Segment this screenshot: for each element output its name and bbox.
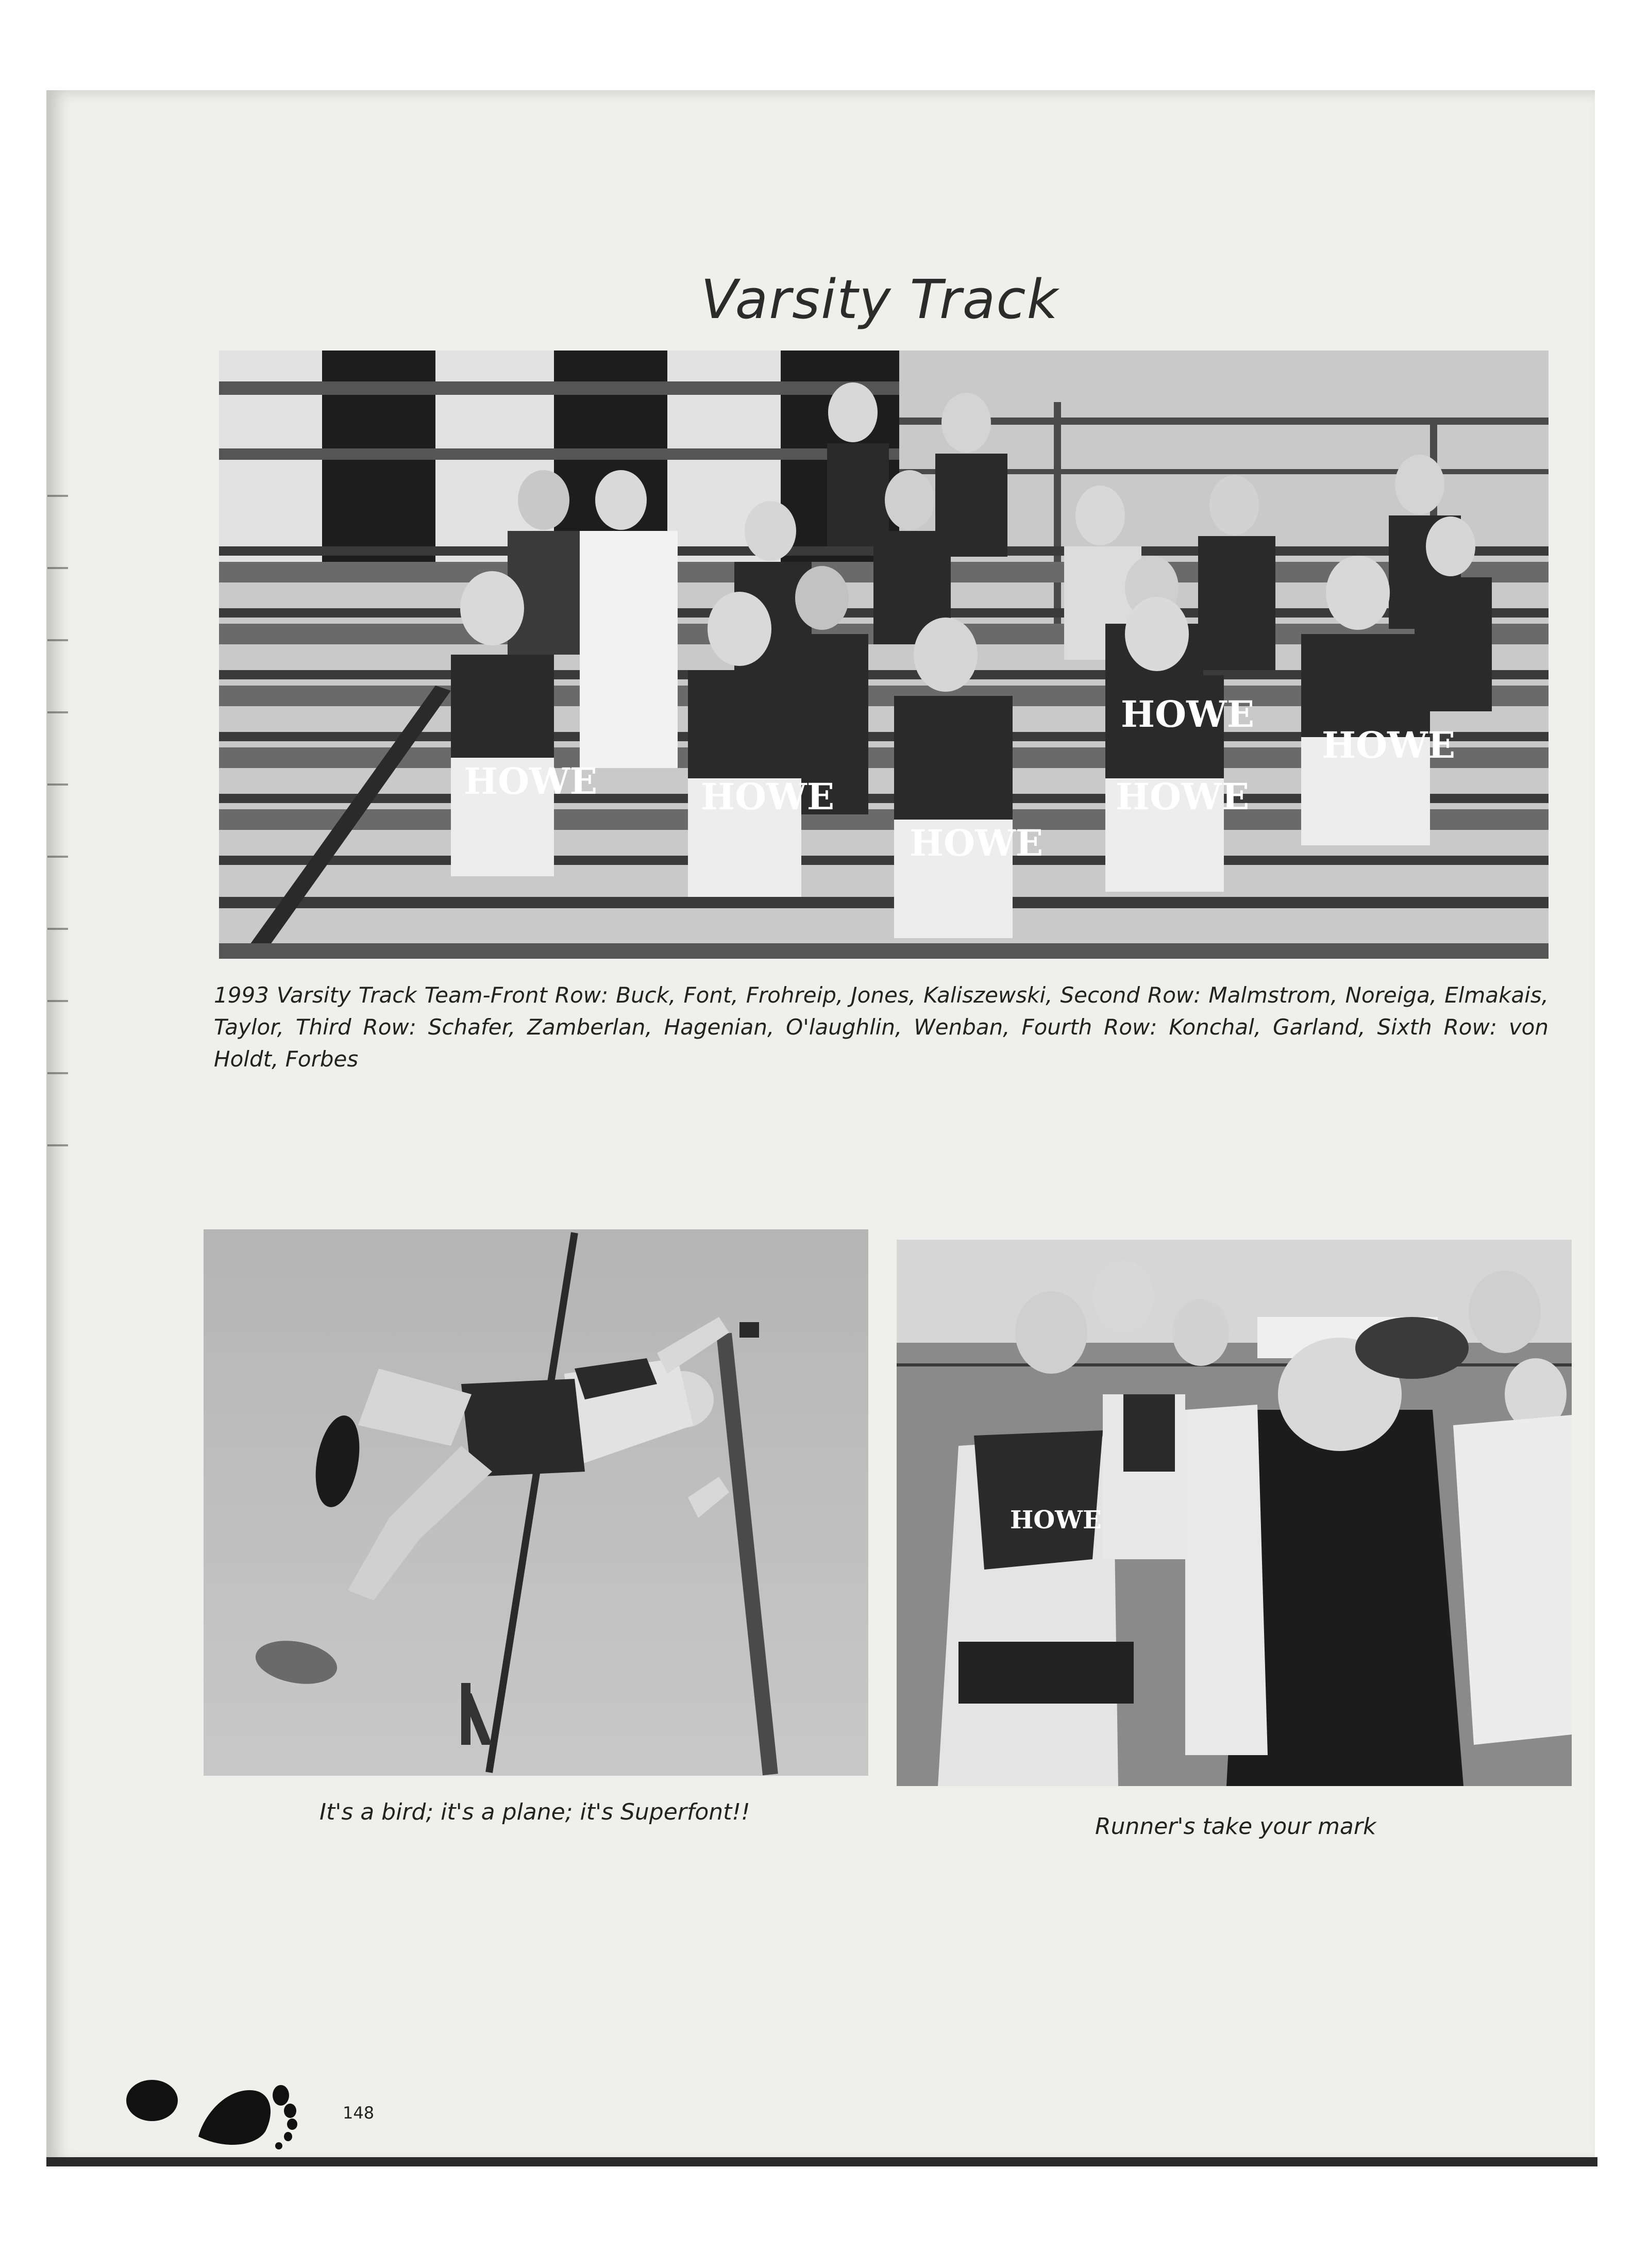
team-photo-image [219, 351, 1549, 959]
svg-text:HOWE: HOWE [464, 760, 598, 803]
runners-photo-caption: Runner's take your mark [1095, 1813, 1376, 1840]
team-photo [219, 351, 1549, 959]
page-title: Varsity Track [701, 268, 1059, 331]
pole-vault-photo [204, 1229, 868, 1776]
svg-text:HOWE: HOWE [1010, 1506, 1102, 1535]
runners-image [897, 1240, 1572, 1786]
svg-text:HOWE: HOWE [1121, 693, 1255, 736]
footprint-icon [126, 2059, 327, 2152]
svg-text:HOWE: HOWE [701, 775, 835, 818]
page-number: 148 [343, 2103, 375, 2123]
team-photo-caption: 1993 Varsity Track Team-Front Row: Buck, Font, Frohreip, Jones, Kaliszewski, Second Row: Malmstrom, Noreiga, Elmakais, Taylor, Third Row: Schafer, Zamberlan, Hagenian, O'laughlin, Wenban, Fourth Row: Konchal, Garland, Sixth Row: von Holdt, Forbes [214, 982, 1549, 1072]
svg-text:HOWE: HOWE [1116, 775, 1250, 818]
pole-vault-image [204, 1229, 868, 1776]
svg-text:HOWE: HOWE [1322, 724, 1456, 766]
page-binding-edge [47, 464, 68, 1186]
runners-photo [897, 1240, 1572, 1786]
runners-jersey-lettering [1010, 1506, 1102, 1535]
pole-vault-caption: It's a bird; it's a plane; it's Superfont!! [319, 1799, 750, 1825]
page-bottom-edge [46, 2157, 1597, 2166]
svg-text:HOWE: HOWE [910, 822, 1044, 864]
